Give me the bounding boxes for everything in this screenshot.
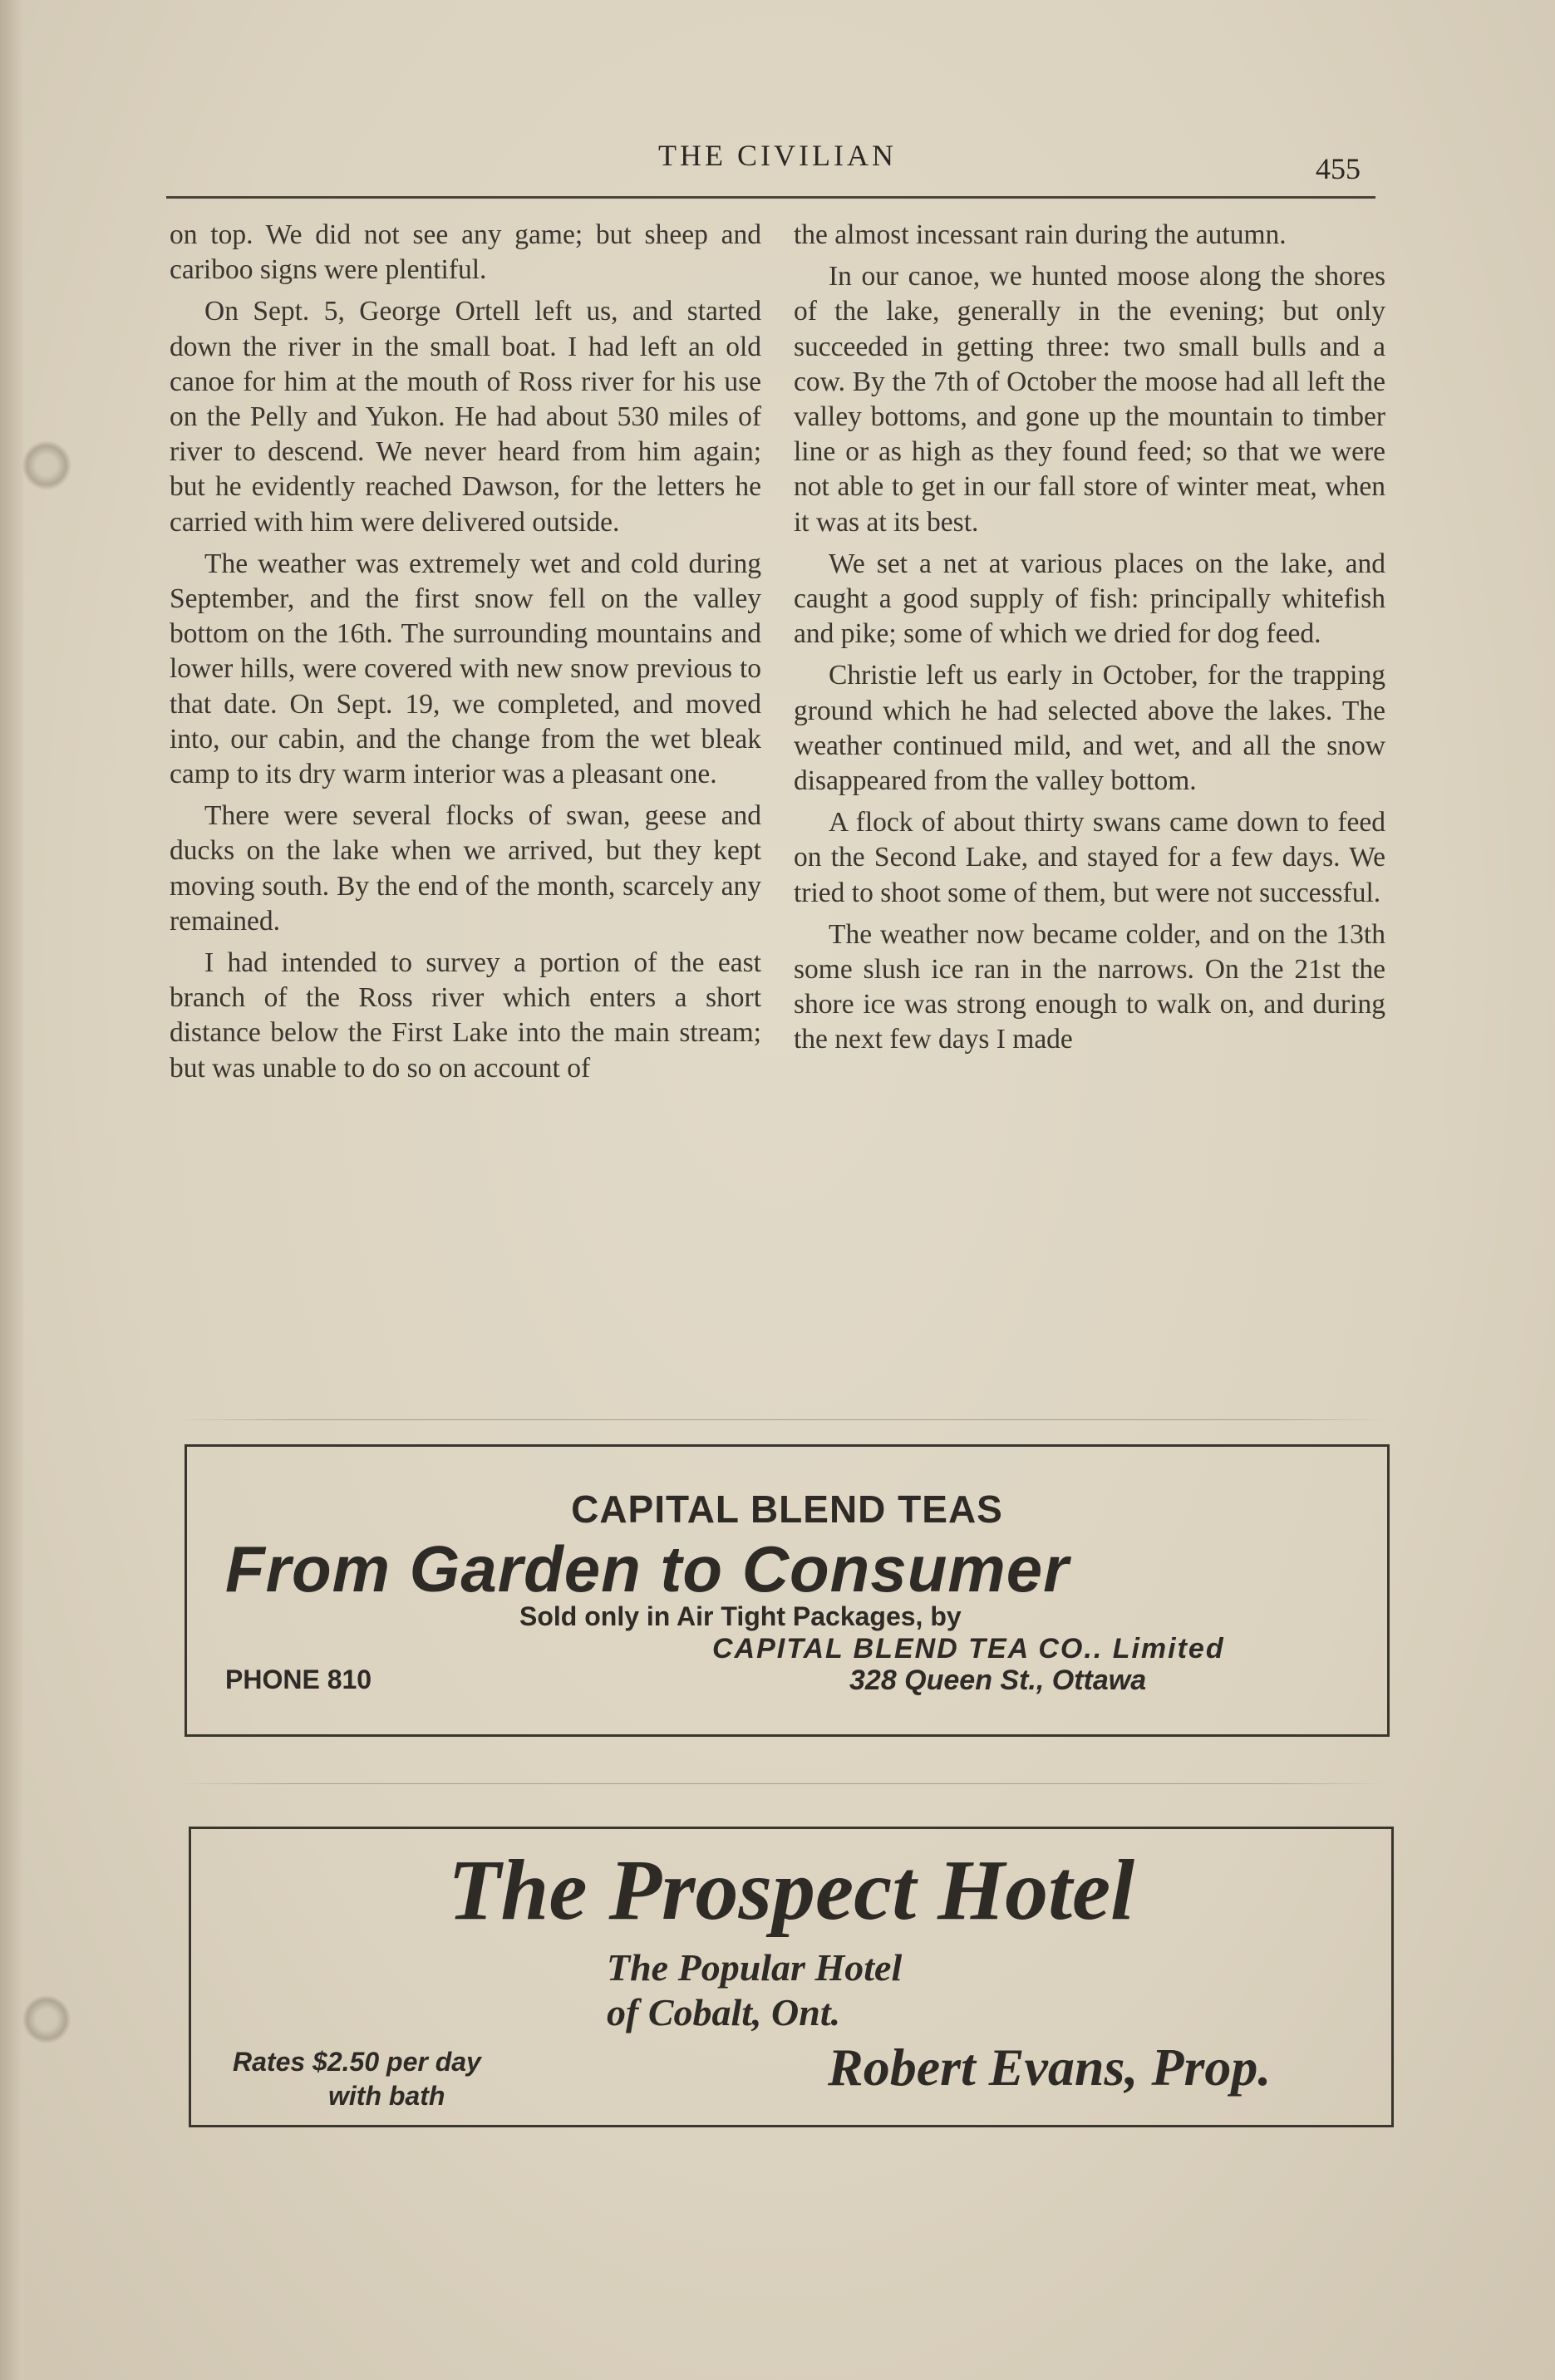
paragraph: on top. We did not see any game; but sheep and cariboo signs were plentiful.: [170, 219, 761, 286]
tea-advertisement: [185, 1444, 1390, 1737]
hotel-rates: Rates $2.50 per day: [233, 2047, 481, 2077]
paragraph: There were several flocks of swan, geese and ducks on the lake when we arrived, but they kept moving south. By the end of the month, scarcely any remained.: [170, 800, 761, 937]
ad-phone: PHONE 810: [225, 1665, 372, 1694]
paragraph: I had intended to survey a portion of the east branch of the Ross river which enters a short distance below the First Lake into the main stream; but was unable to do so on account of: [170, 947, 761, 1084]
hotel-advertisement: [189, 1827, 1394, 2127]
paragraph: Christie left us early in October, for the trapping ground which he had selected above the lakes. The weather continued mild, and wet, and all the snow disappeared from the valley bottom.: [794, 660, 1385, 797]
paragraph: the almost incessant rain during the autumn.: [794, 219, 1287, 250]
header-rule: [166, 196, 1375, 199]
hotel-proprietor: Robert Evans, Prop.: [828, 2038, 1272, 2097]
binding-hole: [22, 1994, 71, 2044]
ad-slogan: From Garden to Consumer: [225, 1532, 1070, 1606]
hotel-rates-note: with bath: [328, 2081, 445, 2111]
ad-sold-line: Sold only in Air Tight Packages, by: [519, 1601, 962, 1631]
paragraph: The weather now became colder, and on the 13th some slush ice ran in the narrows. On the 21st the shore ice was strong enough to walk on, and during the next few days I made: [794, 918, 1385, 1055]
paragraph: In our canoe, we hunted moose along the shores of the lake, generally in the evening; but only succeeded in getting three: two small bulls and a cow. By the 7th of October the moose had all left the valley bottoms, and gone up the mountain to timber line or as high as they found feed; so that we were not able to get in our fall store of winter meat, when it was at its best.: [794, 261, 1385, 538]
paragraph: A flock of about thirty swans came down to feed on the Second Lake, and stayed for a few days. We tried to shoot some of them, but were not successful.: [794, 807, 1385, 908]
running-title: THE CIVILIAN: [658, 139, 897, 172]
divider: [175, 1783, 1388, 1784]
paragraph: On Sept. 5, George Ortell left us, and started down the river in the small boat. I had left an old canoe for him at the mouth of Ross river for his use on the Pelly and Yukon. He had about 530 miles of river to descend. We never heard from him again; but he evidently reached Dawson, for the letters he carried with him were delivered outside.: [170, 296, 761, 538]
divider: [175, 1419, 1388, 1420]
ad-brand: CAPITAL BLEND TEAS: [571, 1488, 1003, 1531]
text-column-left: [170, 218, 761, 1086]
paragraph: We set a net at various places on the lake, and caught a good supply of fish: principally whitefish and pike; some of which we dried for dog feed.: [794, 548, 1385, 650]
binding-hole: [22, 440, 71, 490]
ad-address: 328 Queen St., Ottawa: [849, 1665, 1147, 1696]
page-spine: [0, 0, 23, 2380]
text-column-right: [794, 218, 1385, 1058]
ad-company: CAPITAL BLEND TEA CO.. Limited: [712, 1633, 1225, 1665]
hotel-tagline: The Popular Hotel: [607, 1946, 903, 1989]
hotel-name: The Prospect Hotel: [447, 1842, 1135, 1938]
page-number: 455: [1316, 152, 1361, 185]
hotel-location: of Cobalt, Ont.: [607, 1991, 841, 2033]
paragraph: The weather was extremely wet and cold during September, and the first snow fell on the valley bottom on the 16th. The surrounding mountains and lower hills, were covered with new snow previous to that date. On Sept. 19, we completed, and moved into, our cabin, and the change from the wet bleak camp to its dry warm interior was a pleasant one.: [170, 548, 761, 790]
